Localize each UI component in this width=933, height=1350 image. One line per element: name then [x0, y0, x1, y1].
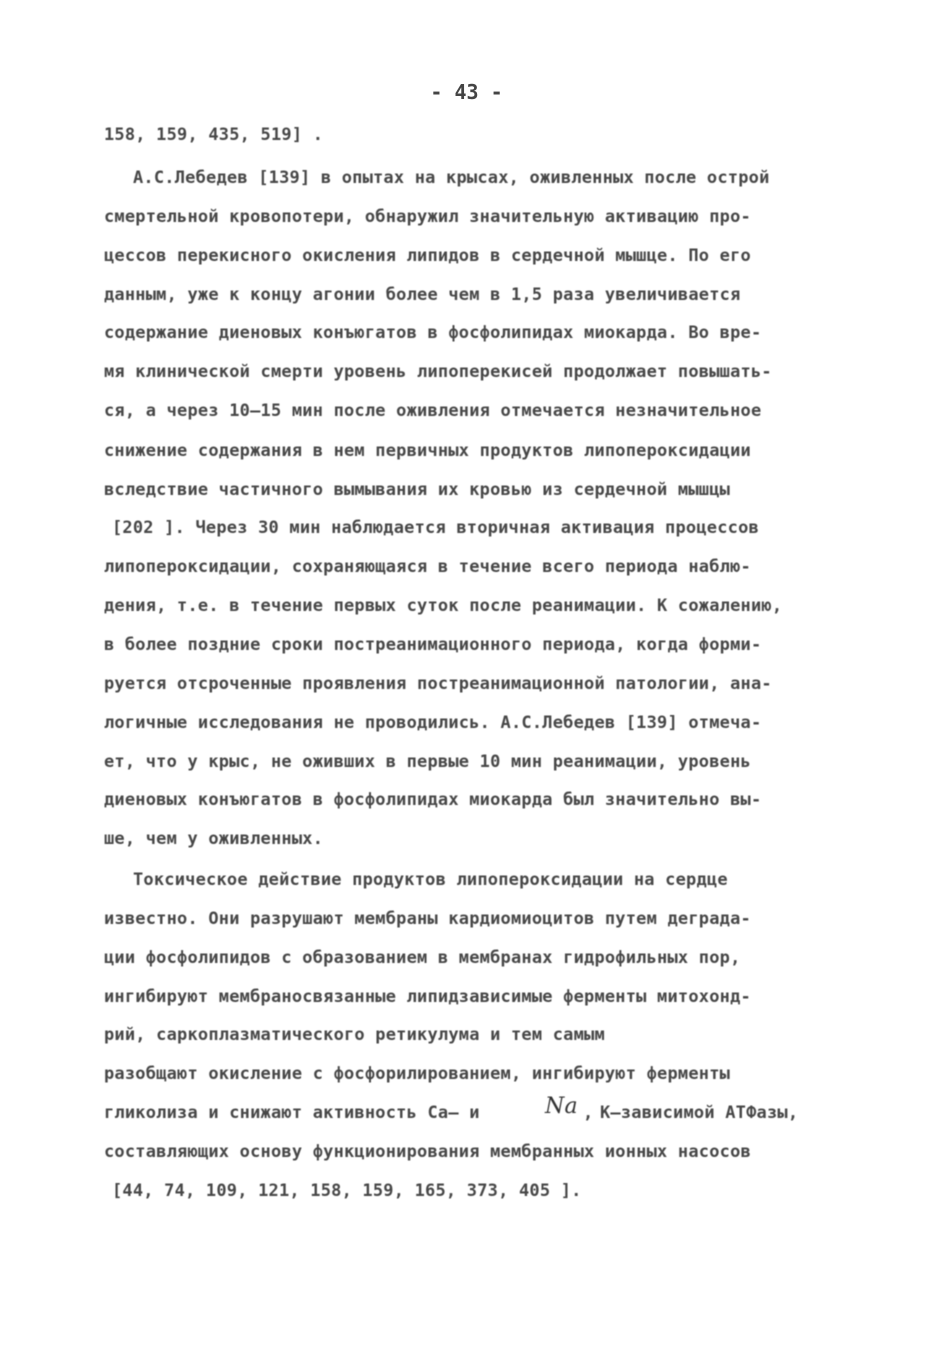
text-line: руется отсроченные проявления постреанимационной патологии, ана-: [104, 674, 772, 694]
text-line: ся, а через 10–15 мин после оживления отмечается незначительное: [104, 401, 762, 421]
text-line: содержание диеновых конъюгатов в фосфолипидах миокарда. Во вре-: [104, 323, 762, 343]
text-line: К–зависимой АТФазы,: [600, 1103, 799, 1123]
text-line: ингибируют мембраносвязанные липидзависимые ферменты митохонд-: [104, 987, 751, 1007]
text-line: рий, саркоплазматического ретикулума и тем самым: [104, 1025, 605, 1045]
text-line: [44, 74, 109, 121, 158, 159, 165, 373, 405 ].: [112, 1181, 582, 1201]
text-line: гликолиза и снижают активность Са– и: [104, 1103, 480, 1123]
text-line: 158, 159, 435, 519] .: [104, 125, 324, 145]
text-line: мя клинической смерти уровень липоперекисей продолжает повышать-: [104, 362, 772, 382]
text-line: снижение содержания в нем первичных продуктов липопероксидации: [104, 441, 751, 461]
text-line: А.С.Лебедев [139] в опытах на крысах, оживленных после острой: [133, 168, 770, 188]
text-line: вследствие частичного вымывания их кровью из сердечной мышцы: [104, 480, 731, 500]
text-line: смертельной кровопотери, обнаружил значительную активацию про-: [104, 207, 751, 227]
text-line: Токсическое действие продуктов липопероксидации на сердце: [133, 870, 728, 890]
text-line: логичные исследования не проводились. А.С.Лебедев [139] отмеча-: [104, 713, 762, 733]
text-line: цессов перекисного окисления липидов в сердечной мышце. По его: [104, 246, 751, 266]
text-line: составляющих основу функционирования мембранных ионных насосов: [104, 1142, 751, 1162]
handwritten-comma: ,: [583, 1103, 594, 1123]
text-line: липопероксидации, сохраняющаяся в течение всего периода наблю-: [104, 557, 751, 577]
text-line: данным, уже к концу агонии более чем в 1,5 раза увеличивается: [104, 285, 741, 305]
text-line: ет, что у крыс, не оживших в первые 10 мин реанимации, уровень: [104, 752, 751, 772]
text-line: [202 ]. Через 30 мин наблюдается вторичная активация процессов: [112, 518, 759, 538]
text-line: ции фосфолипидов с образованием в мембранах гидрофильных пор,: [104, 948, 741, 968]
text-line: разобщают окисление с фосфорилированием, ингибируют ферменты: [104, 1064, 731, 1084]
text-line: диеновых конъюгатов в фосфолипидах миокарда был значительно вы-: [104, 790, 762, 810]
text-line: в более поздние сроки постреанимационного периода, когда форми-: [104, 635, 762, 655]
page-number: - 43 -: [430, 80, 503, 104]
handwritten-na: Na: [545, 1094, 578, 1119]
text-line: дения, т.е. в течение первых суток после реанимации. К сожалению,: [104, 596, 783, 616]
text-line: ше, чем у оживленных.: [104, 829, 324, 849]
text-line: известно. Они разрушают мембраны кардиомиоцитов путем деграда-: [104, 909, 751, 929]
